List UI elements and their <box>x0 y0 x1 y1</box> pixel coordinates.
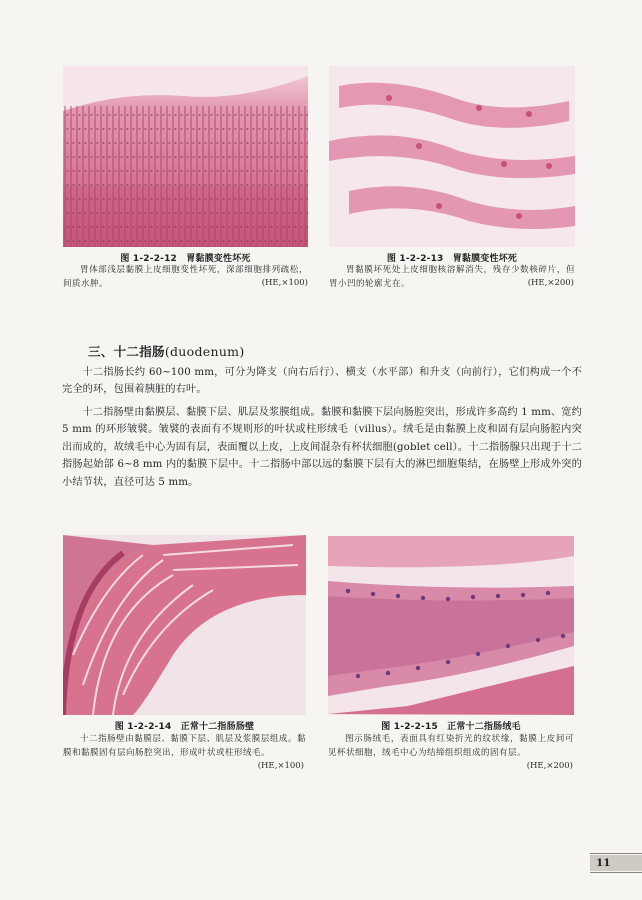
micrograph-gastric-mucosa-necrosis-hp <box>329 66 575 247</box>
figure-caption: 图示肠绒毛，表面具有红染折光的纹状缘，黏膜上皮间可见杯状细胞，绒毛中心为结缔组织组成的固有层。 <box>328 734 574 758</box>
micrograph-duodenal-villus <box>328 536 574 715</box>
micrograph-image-4 <box>328 536 574 715</box>
figure-caption: 胃黏膜坏死处上皮细胞核溶解消失，残存少数核碎片，但胃小凹的轮廓尤在。 <box>329 265 575 289</box>
section-heading-zh: 三、十二指肠 <box>88 344 165 359</box>
paragraph: 十二指肠长约 60~100 mm，可分为降支（向右后行）、横支（水平部）和升支（向前行），它们构成一个不完全的环，包围着胰脏的右叶。 <box>62 367 582 396</box>
micrograph-image-3 <box>63 535 306 715</box>
figure-title: 图 1-2-2-12 胃黏膜变性坏死 <box>120 254 251 264</box>
section-heading-en: (duodenum) <box>164 344 245 359</box>
figure-caption: 胃体部浅层黏膜上皮细胞变性坏死，深部细胞排列疏松，间质水肿。 <box>63 265 308 289</box>
paragraph: 十二指肠壁由黏膜层、黏膜下层、肌层及浆膜组成。黏膜和黏膜下层向肠腔突出，形成许多高约 1 mm、宽约 5 mm 的环形皱襞。皱襞的表面有不规则形的叶状或柱形绒毛（villus）。绒毛是由黏膜上皮和固有层向肠腔内突出而成的，故绒毛中心为固有层，表面覆以上皮，上皮间混杂有杯状细胞(goblet cell）。十二指肠腺只出现于十二指肠起始部 6~8 mm 内的黏膜下层中。十二指肠中部以远的黏膜下层有大的淋巴细胞集结，在肠壁上形成外突的小结节状，直径可达 5 mm。 <box>62 407 582 488</box>
micrograph-duodenal-wall <box>63 535 306 715</box>
page-number: 11 <box>596 857 611 869</box>
figure-title: 图 1-2-2-14 正常十二指肠肠壁 <box>114 722 255 732</box>
figure-title: 图 1-2-2-13 胃黏膜变性坏死 <box>386 254 518 264</box>
figure-caption: 十二指肠壁由黏膜层、黏膜下层、肌层及浆膜层组成。黏膜和黏膜固有层向肠腔突出，形成叶状或柱形绒毛。 <box>63 734 306 758</box>
figure-magnification: (HE,×100) <box>261 278 308 288</box>
page-number-rule-top <box>590 853 642 854</box>
section-heading <box>88 342 245 360</box>
micrograph-gastric-mucosa-necrosis <box>63 66 308 247</box>
figure-magnification: (HE,×200) <box>526 761 573 771</box>
figure-title: 图 1-2-2-15 正常十二指肠绒毛 <box>381 722 521 732</box>
page-number-rule-bottom <box>590 872 642 873</box>
micrograph-image-2 <box>329 66 575 247</box>
micrograph-image-1 <box>63 66 308 247</box>
figure-magnification: (HE,×200) <box>527 278 574 288</box>
figure-magnification: (HE,×100) <box>257 761 304 771</box>
